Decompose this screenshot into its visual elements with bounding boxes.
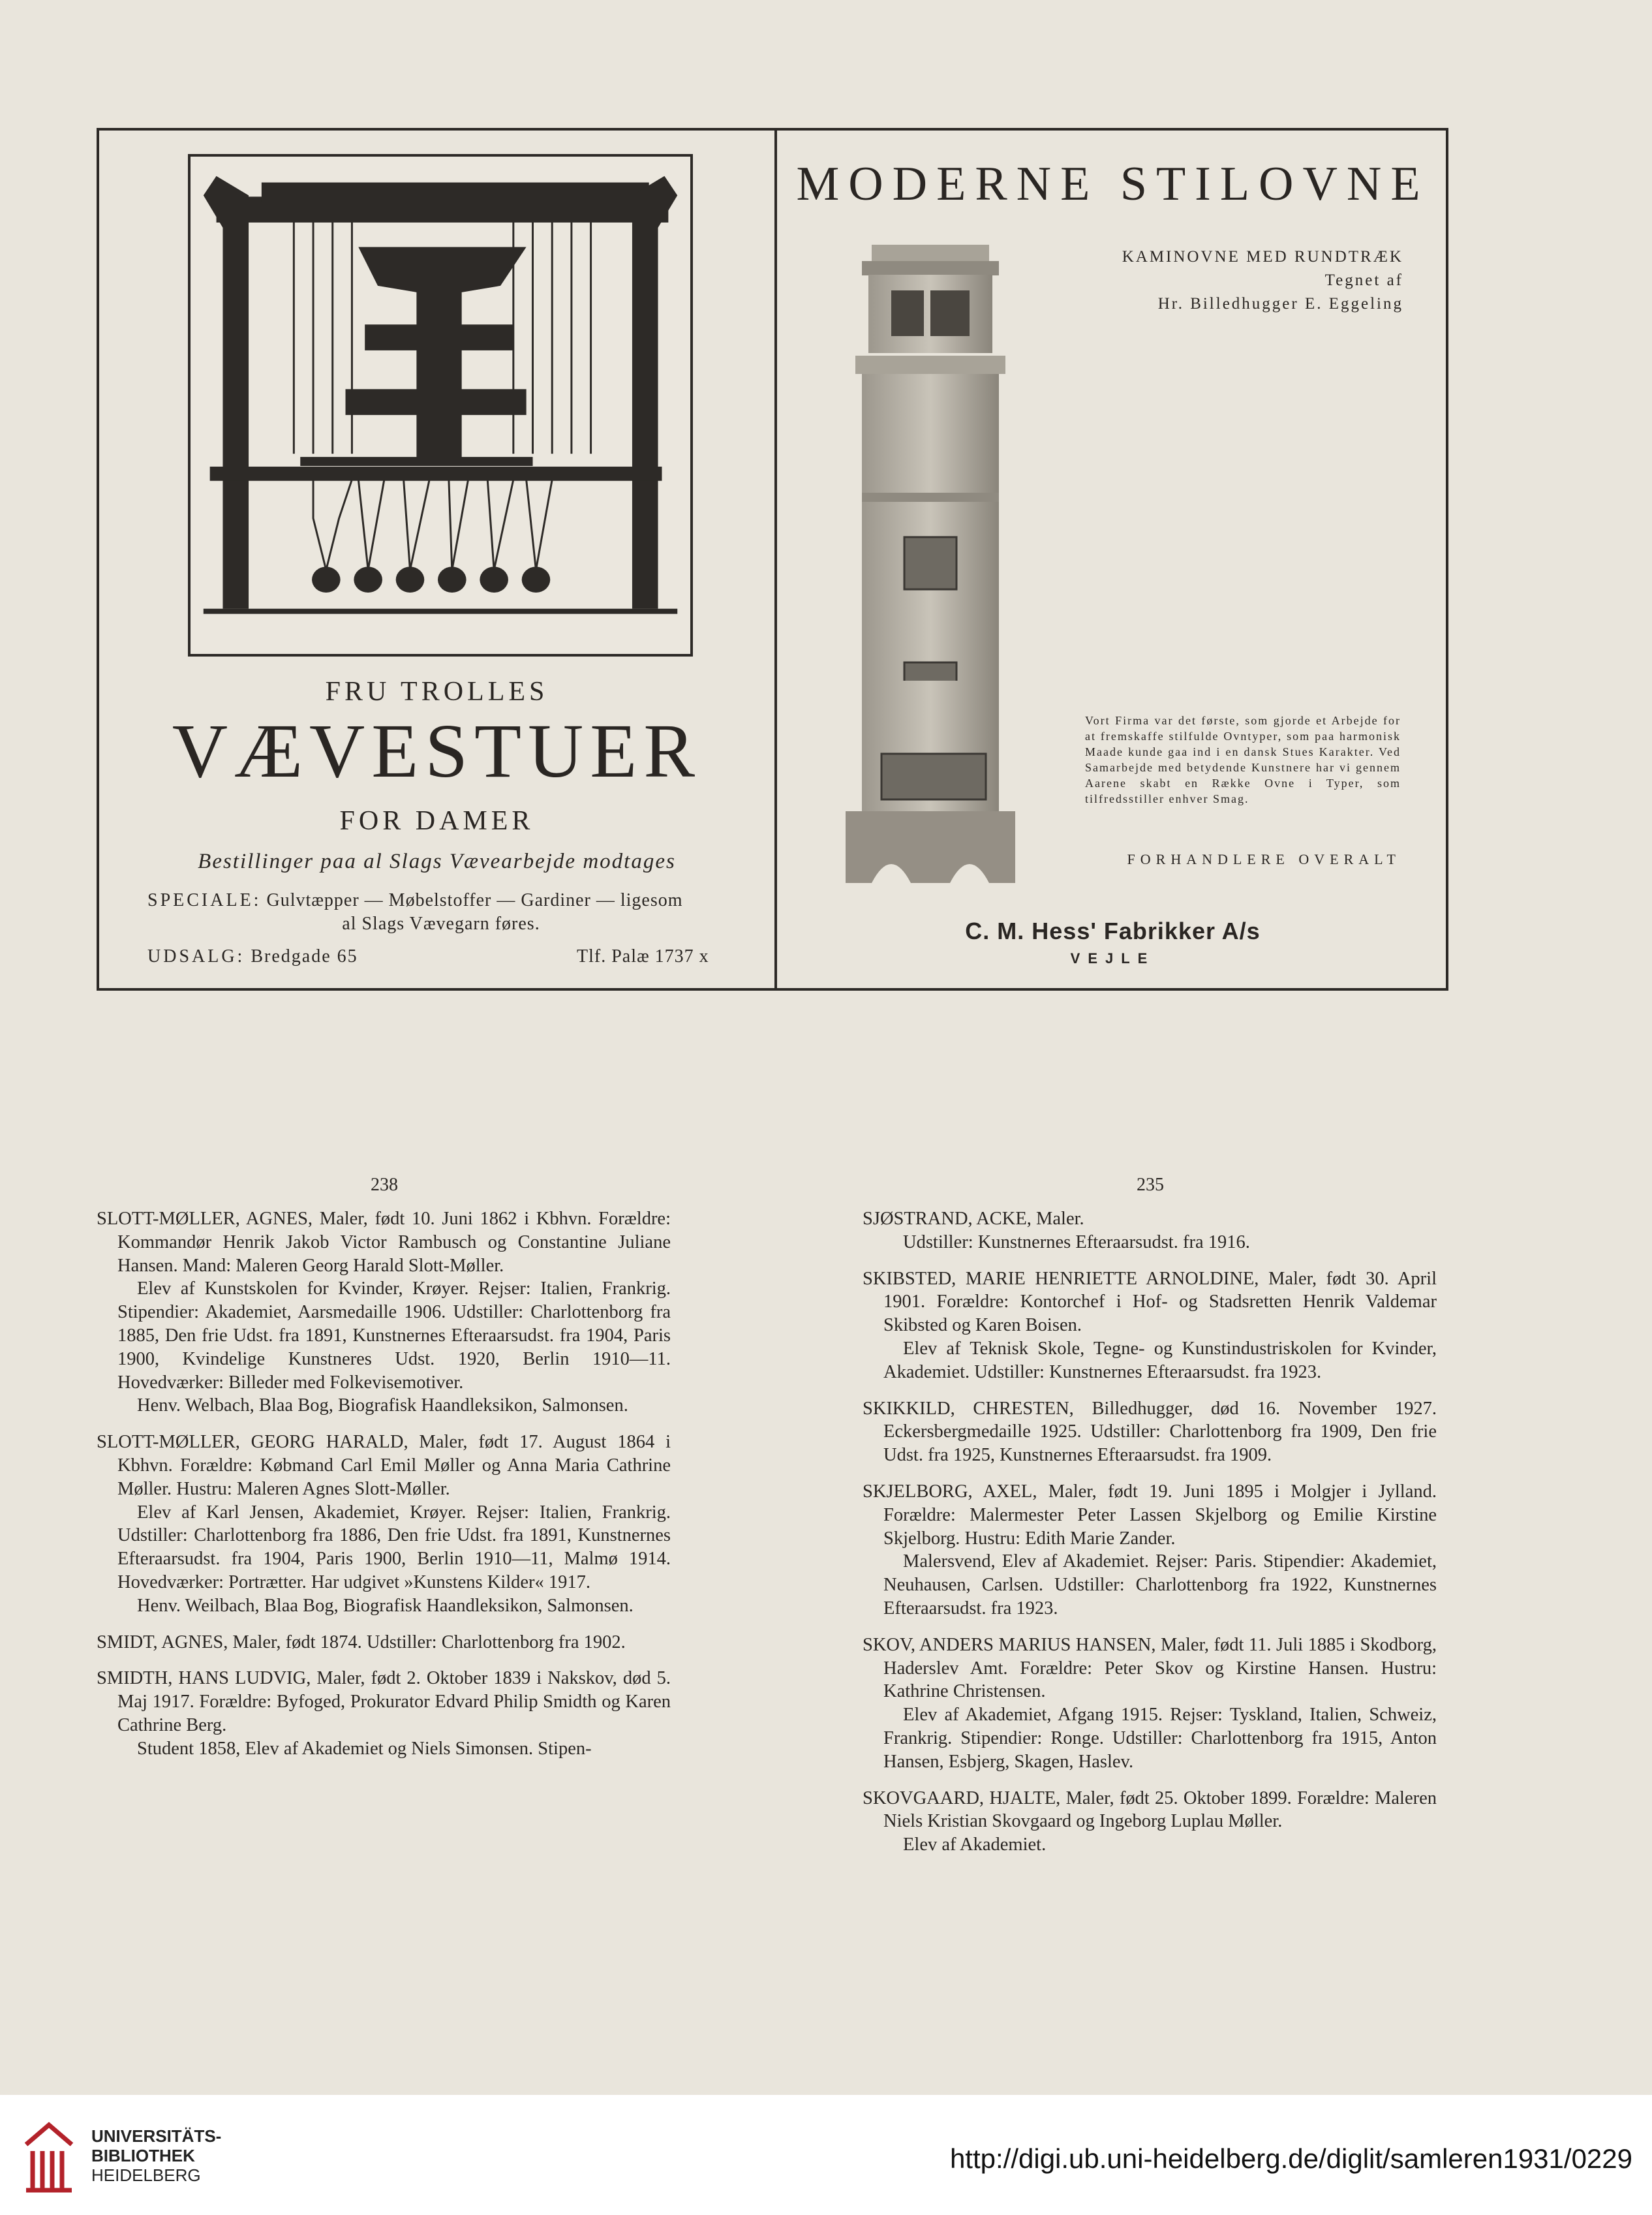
lexicon-entry — [863, 1207, 1437, 1254]
ad-speciale — [147, 889, 735, 936]
designer-name: Hr. Billedhugger E. Eggeling — [1157, 295, 1403, 313]
library-logo-icon — [20, 2118, 78, 2197]
entry-heading: SKOVGAARD, HJALTE, Maler, født 25. Oktober 1899. Forældre: Maleren Niels Kristian Skovgaard og Ingeborg Luplau Møller. — [863, 1788, 1437, 1832]
entry-heading: SKOV, ANDERS MARIUS HANSEN, Maler, født 11. Juli 1885 i Skodborg, Haderslev Amt. Forældre: Peter Skov og Kirstine Hansen. Hustru: Kathrine Christensen. — [863, 1634, 1437, 1702]
source-url-link[interactable]: http://digi.ub.uni-heidelberg.de/diglit/samleren1931/0229 — [949, 2143, 1632, 2174]
page-number-left: 238 — [371, 1175, 398, 1195]
lexicon-entry — [863, 1787, 1437, 1857]
lexicon-entry — [97, 1667, 671, 1760]
library-name-line2: BIBLIOTHEK — [91, 2146, 195, 2165]
entry-paragraph: Udstiller: Kunstnernes Efteraarsudst. fra 1916. — [903, 1231, 1250, 1252]
stove-illustration — [833, 232, 1028, 897]
ad-fru-trolles: FRU TROLLES — [325, 677, 549, 707]
ad-forhandlere: FORHANDLERE OVERALT — [1127, 851, 1401, 867]
lexicon-column-left — [97, 1207, 671, 1774]
entry-paragraph: Elev af Akademiet, Afgang 1915. Rejser: Tyskland, Italien, Schweiz, Frankrig. Stipendier: Ronge. Udstiller: Charlottenborg fra 1915, Anton Hansen, Esbjerg, Skagen, Haslev. — [883, 1705, 1437, 1772]
entry-paragraph: Henv. Weilbach, Blaa Bog, Biografisk Haandleksikon, Salmonsen. — [137, 1595, 634, 1616]
entry-heading: SJØSTRAND, ACKE, Maler. — [863, 1209, 1084, 1229]
ad-telephone: Tlf. Palæ 1737 x — [577, 946, 709, 967]
udsalg-address: Bredgade 65 — [251, 946, 358, 967]
ad-moderne-stilovne-title: MODERNE STILOVNE — [796, 157, 1430, 211]
speciale-label: SPECIALE: — [147, 890, 262, 910]
lexicon-entry — [863, 1397, 1437, 1467]
ad-bestillinger: Bestillinger paa al Slags Vævearbejde modtages — [198, 850, 676, 873]
ad-kaminovne-info — [1038, 245, 1403, 316]
library-footer — [0, 2095, 1652, 2215]
ad-weaving — [99, 131, 774, 988]
ad-vaevestuer-title: VÆVESTUER — [172, 708, 702, 794]
library-name — [91, 2126, 221, 2185]
entry-heading: SKIBSTED, MARIE HENRIETTE ARNOLDINE, Maler, født 30. April 1901. Forældre: Kontorchef i Hof- og Stadsretten Henrik Valdemar Skibsted og Karen Boisen. — [863, 1268, 1437, 1336]
lexicon-entry — [97, 1431, 671, 1617]
entry-heading: SLOTT-MØLLER, GEORG HARALD, Maler, født 17. August 1864 i Kbhvn. Forældre: Købmand Carl Emil Møller og Anna Maria Cathrine Møller. Hustru: Maleren Agnes Slott-Møller. — [97, 1432, 671, 1499]
stove-drawing — [833, 232, 1028, 897]
lexicon-column-right — [863, 1207, 1437, 1870]
entry-heading: SKIKKILD, CHRESTEN, Billedhugger, død 16. November 1927. Eckersbergmedaille 1925. Udstiller: Charlottenborg fra 1909, Den frie Udst. fra 1925, Kunstnernes Efteraarsudst. fra 1909. — [863, 1398, 1437, 1466]
entry-heading: SMIDT, AGNES, Maler, født 1874. Udstiller: Charlottenborg fra 1902. — [97, 1632, 626, 1652]
ad-stove-description: Vort Firma var det første, som gjorde et Arbejde for at fremskaffe stilfulde Ovntyper, som paa harmonisk Maade kunde gaa ind i en dansk Stues Karakter. Ved Samarbejde med betydende Kunstnere har vi gennem Aarene skabt en Række Ovne i Typer, som tilfredsstiller enhver Smag. — [1085, 714, 1401, 805]
speciale-text: Gulvtæpper — Møbelstoffer — Gardiner — ligesom — [266, 890, 683, 910]
udsalg-label: UDSALG: — [147, 946, 245, 967]
lexicon-entry — [97, 1631, 671, 1654]
loom-illustration — [188, 154, 693, 657]
lexicon-entry — [863, 1634, 1437, 1774]
page-number-right: 235 — [1137, 1175, 1164, 1195]
entry-heading: SLOTT-MØLLER, AGNES, Maler, født 10. Juni 1862 i Kbhvn. Forældre: Kommandør Henrik Jakob Victor Rambusch og Constantine Juliane Hansen. Mand: Maleren Georg Harald Slott-Møller. — [97, 1209, 671, 1276]
lexicon-entry — [863, 1267, 1437, 1384]
kaminovne-subtitle: KAMINOVNE MED RUNDTRÆK — [1122, 248, 1403, 266]
entry-paragraph: Elev af Teknisk Skole, Tegne- og Kunstindustriskolen for Kvinder, Akademiet. Udstiller: Kunstnernes Efteraarsudst. fra 1923. — [883, 1338, 1437, 1382]
ad-company-city: VEJLE — [1070, 950, 1155, 967]
entry-heading: SMIDTH, HANS LUDVIG, Maler, født 2. Oktober 1839 i Nakskov, død 5. Maj 1917. Forældre: Byfoged, Prokurator Edvard Philip Smidth og Karen Cathrine Berg. — [97, 1668, 671, 1735]
lexicon-entry — [863, 1480, 1437, 1620]
speciale-cont: al Slags Vævegarn føres. — [342, 914, 540, 934]
entry-paragraph: Elev af Kunstskolen for Kvinder, Krøyer. Rejser: Italien, Frankrig. Stipendier: Akademiet, Aarsmedaille 1906. Udstiller: Charlottenborg fra 1885, Den frie Udst. fra 1891, Kunstnernes Efteraarsudst. fra 1904, Paris 1900, Kvindelige Kunstneres Udst. 1920, Berlin 1910—11. Hovedværker: Billeder med Folkevisemotiver. — [117, 1278, 671, 1393]
advertisement-box — [97, 128, 1448, 991]
ad-company-name: C. M. Hess' Fabrikker A/s — [965, 918, 1261, 944]
entry-paragraph: Student 1858, Elev af Akademiet og Niels Simonsen. Stipen- — [137, 1738, 592, 1759]
ad-for-damer: FOR DAMER — [339, 806, 534, 836]
tegnet-af: Tegnet af — [1324, 271, 1403, 289]
library-name-line1: UNIVERSITÄTS- — [91, 2126, 222, 2146]
ad-udsalg — [147, 946, 358, 967]
entry-paragraph: Elev af Akademiet. — [903, 1835, 1047, 1855]
loom-drawing — [191, 157, 690, 654]
entry-heading: SKJELBORG, AXEL, Maler, født 19. Juni 1895 i Molgjer i Jylland. Forældre: Malermester Peter Lassen Skjelborg og Emilie Kirstine Skjelborg. Hustru: Edith Marie Zander. — [863, 1481, 1437, 1549]
entry-paragraph: Elev af Karl Jensen, Akademiet, Krøyer. Rejser: Italien, Frankrig. Udstiller: Charlottenborg fra 1886, Den frie Udst. fra 1891, Kunstnernes Efteraarsudst. fra 1904, Paris 1900, Berlin 1910—11, Malmø 1914. Hovedværker: Portrætter. Har udgivet »Kunstens Kilder« 1917. — [117, 1502, 671, 1592]
lexicon-entry — [97, 1207, 671, 1417]
entry-paragraph: Malersvend, Elev af Akademiet. Rejser: Paris. Stipendier: Akademiet, Neuhausen, Carlsen. Udstiller: Charlottenborg fra 1922, Kunstnernes Efteraarsudst. fra 1923. — [883, 1551, 1437, 1619]
entry-paragraph: Henv. Welbach, Blaa Bog, Biografisk Haandleksikon, Salmonsen. — [137, 1395, 628, 1416]
ad-stoves — [777, 131, 1448, 988]
library-name-line3: HEIDELBERG — [91, 2165, 201, 2185]
